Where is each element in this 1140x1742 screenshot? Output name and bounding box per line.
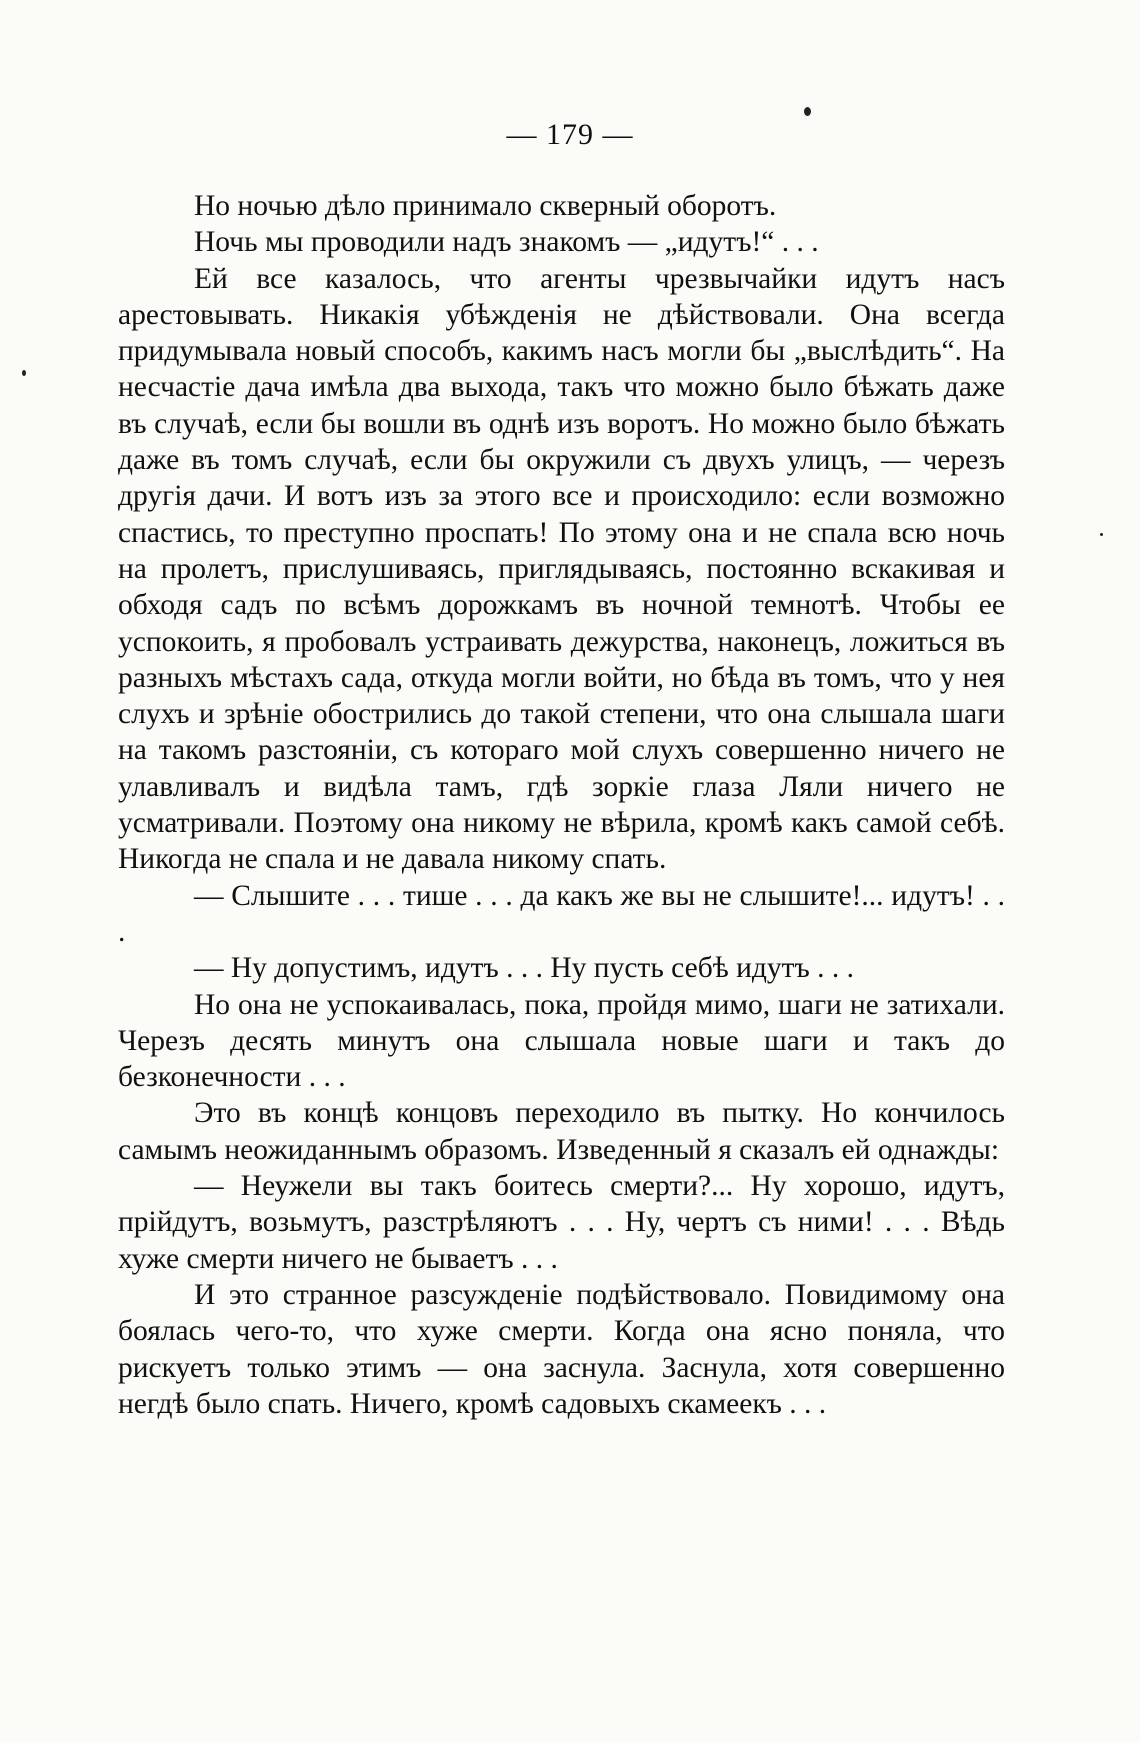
paragraph-6: Но она не успокаивалась, пока, пройдя мимо, шаги не затихали. Черезъ десять минутъ она слышала новые шаги и такъ до безконечности . . . xyxy=(118,988,1005,1094)
scan-speck xyxy=(1100,533,1103,536)
paragraph-8: — Неужели вы такъ боитесь смерти?... Ну хорошо, идутъ, прійдутъ, возьмутъ, разстрѣляютъ . . . Ну, чертъ съ ними! . . . Вѣдь хуже смерти ничего не бываетъ . . . xyxy=(118,1170,1005,1275)
paragraph-9: И это странное разсужденіе подѣйствовало. Повидимому она боялась чего-то, что хуже смерти. Когда она ясно поняла, что рискуетъ только этимъ — она заснула. Заснула, хотя совершенно негдѣ было спать. Ничего, кромѣ садовыхъ скамеекъ . . . xyxy=(118,1278,1005,1420)
paragraph-2: Ночь мы проводили надъ знакомъ — „идутъ!“ . . . xyxy=(194,226,819,259)
paragraph-7: Это въ концѣ концовъ переходило въ пытку. Но кончилось самымъ неожиданнымъ образомъ. Изведенный я сказалъ ей однажды: xyxy=(118,1097,1005,1166)
paragraph-4: — Слышите . . . тише . . . да какъ же вы не слышите!... идутъ! . . . xyxy=(118,879,1005,948)
paragraph-3: Ей все казалось, что агенты чрезвычайки идутъ насъ арестовывать. Никакія убѣжденія не дѣйствовали. Она всегда придумывала новый способъ, какимъ насъ могли бы „выслѣдить“. На несчастіе дача имѣла два выхода, такъ что можно было бѣжать даже въ случаѣ, если бы вошли въ однѣ изъ воротъ. Но можно было бѣжать даже въ томъ случаѣ, если бы окружили съ двухъ улицъ, — черезъ другія дачи. И вотъ изъ за этого все и происходило: если возможно спастись, то преступно проспать! По этому она и не спала всю ночь на пролетъ, прислушиваясь, приглядываясь, постоянно вскакивая и обходя садъ по всѣмъ дорожкамъ въ ночной темнотѣ. Чтобы ее успокоить, я пробовалъ устраивать дежурства, наконецъ, ложиться въ разныхъ мѣстахъ сада, откуда могли войти, но бѣда въ томъ, что у нея слухъ и зрѣніе обострились до такой степени, что она слышала шаги на такомъ разстояніи, съ котораго мой слухъ совершенно ничего не улавливалъ и видѣла тамъ, гдѣ зоркіе глаза Ляли ничего не усматривали. Поэтому она никому не вѣрила, кромѣ какъ самой себѣ. Никогда не спала и не давала никому спать. xyxy=(118,262,1005,876)
scan-speck xyxy=(22,370,26,376)
paragraph-5: — Ну допустимъ, идутъ . . . Ну пусть себѣ идутъ . . . xyxy=(194,952,855,985)
scan-speck xyxy=(804,107,811,116)
page-number: — 179 — xyxy=(506,118,634,151)
paragraph-1: Но ночью дѣло принимало скверный оборотъ. xyxy=(194,190,777,222)
body-text xyxy=(118,188,1005,1422)
